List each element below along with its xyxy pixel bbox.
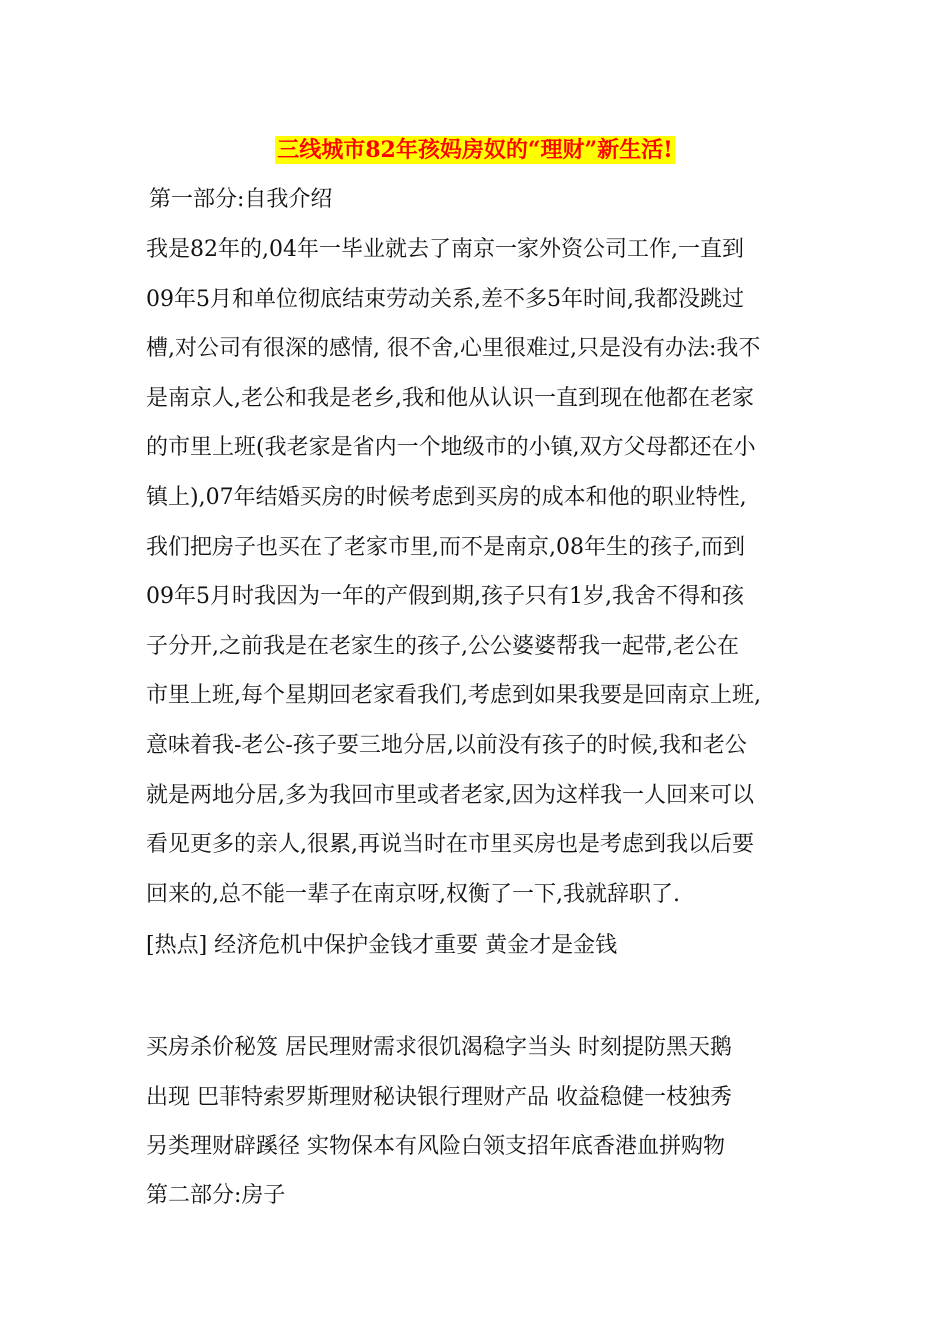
body-line: 我们把房子也买在了老家市里,而不是南京,08年生的孩子,而到 [146,534,745,560]
body-line: 槽,对公司有很深的感情, 很不舍,心里很难过,只是没有办法:我不 [146,336,761,362]
body-line: 就是两地分居,多为我回市里或者老家,因为这样我一人回来可以 [146,782,754,808]
body-line: 我是82年的,04年一毕业就去了南京一家外资公司工作,一直到 [146,237,744,262]
related-links [146,1034,732,1183]
body-line: 的市里上班(我老家是省内一个地级市的小镇,双方父母都还在小 [146,435,756,461]
document-title: 三线城市82年孩妈房奴的“理财”新生活! [277,137,673,163]
related-link-line[interactable]: 出现 巴菲特索罗斯理财秘诀银行理财产品 收益稳健一枝独秀 [146,1084,732,1110]
section-heading-1: 第一部分:自我介绍 [149,187,333,212]
title-container [0,136,950,164]
body-line: 09年5月时我因为一年的产假到期,孩子只有1岁,我舍不得和孩 [146,584,744,610]
section-heading-2: 第二部分:房子 [146,1183,286,1208]
related-link-line[interactable]: 另类理财辟蹊径 实物保本有风险白领支招年底香港血拼购物 [146,1134,725,1160]
body-line: 回来的,总不能一辈子在南京呀,权衡了一下,我就辞职了. [146,881,680,907]
body-line: 镇上),07年结婚买房的时候考虑到买房的成本和他的职业特性, [146,484,747,510]
section1-body [146,236,814,930]
body-line: 09年5月和单位彻底结束劳动关系,差不多5年时间,我都没跳过 [146,286,744,312]
body-line: 意味着我-老公-孩子要三地分居,以前没有孩子的时候,我和老公 [146,732,747,758]
hot-topic-link[interactable]: [热点] 经济危机中保护金钱才重要 黄金才是金钱 [146,933,618,958]
body-line: 看见更多的亲人,很累,再说当时在市里买房也是考虑到我以后要 [146,832,754,858]
body-line: 子分开,之前我是在老家生的孩子,公公婆婆帮我一起带,老公在 [146,633,739,659]
related-link-line[interactable]: 买房杀价秘笈 居民理财需求很饥渴稳字当头 时刻提防黑天鹅 [146,1035,732,1060]
body-line: 是南京人,老公和我是老乡,我和他从认识一直到现在他都在老家 [146,385,754,411]
body-line: 市里上班,每个星期回老家看我们,考虑到如果我要是回南京上班, [146,683,761,709]
